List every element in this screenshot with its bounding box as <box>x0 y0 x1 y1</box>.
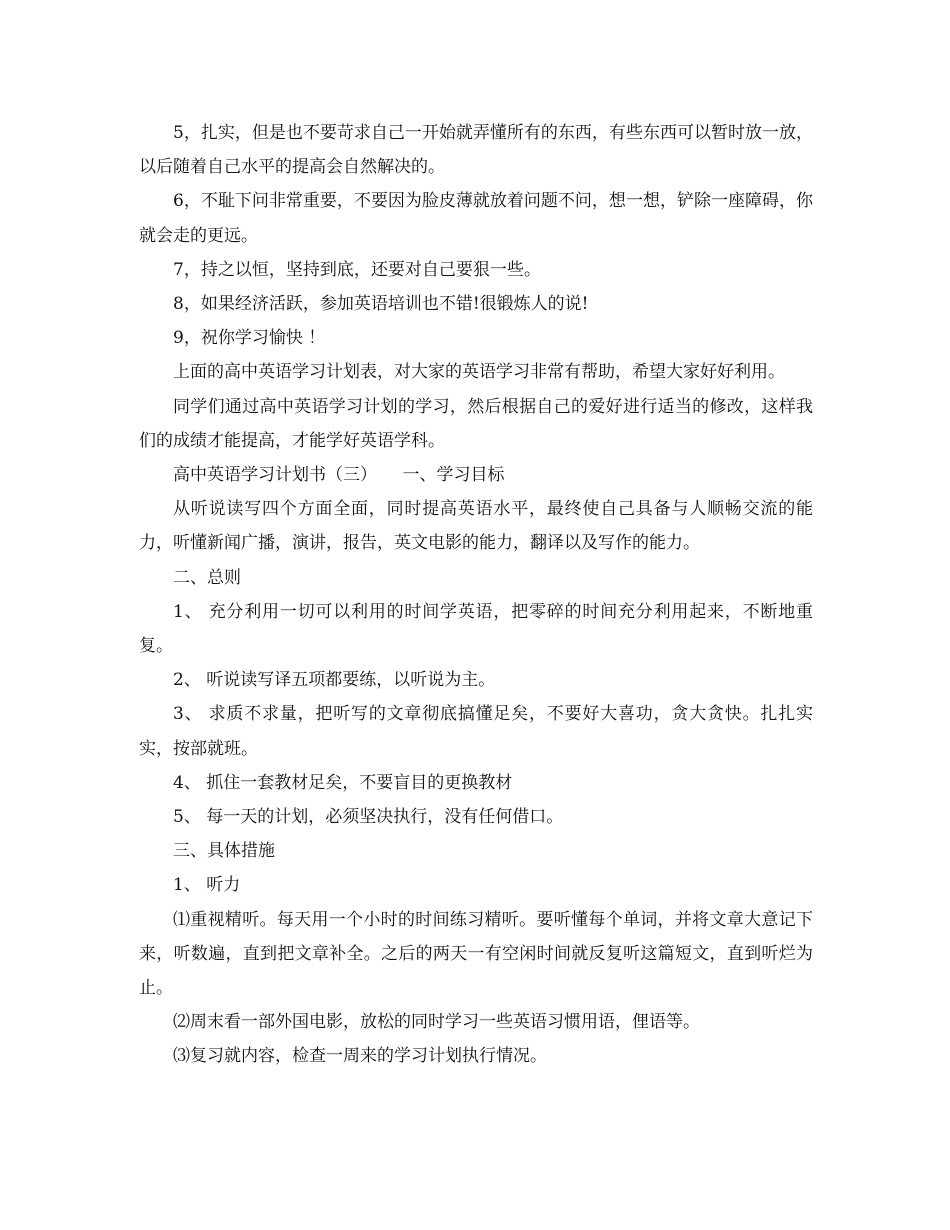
document-body <box>139 116 813 1074</box>
subheading-listening: 1、 听力 <box>173 875 241 896</box>
paragraph-7: 同学们通过高中英语学习计划的学习，然后根据自己的爱好进行适当的修改，这样我们的成绩才能提高，才能学好英语学科。 <box>139 396 813 451</box>
paragraph-6: 上面的高中英语学习计划表，对大家的英语学习非常有帮助，希望大家好好利用。 <box>173 362 785 383</box>
section-heading-measures: 三、具体措施 <box>173 841 275 862</box>
paragraph-12: 2、 听说读写译五项都要练，以听说为主。 <box>173 670 496 691</box>
paragraph-3: 7，持之以恒，坚持到底，还要对自己要狠一些。 <box>173 259 541 280</box>
paragraph-1: 5，扎实，但是也不要苛求自己一开始就弄懂所有的东西，有些东西可以暂时放一放，以后随着自己水平的提高会自然解决的。 <box>139 123 813 178</box>
section-heading-plan-three: 高中英语学习计划书（三） 一、学习目标 <box>173 465 505 486</box>
section-heading-general: 二、总则 <box>173 567 241 588</box>
paragraph-5: 9，祝你学习愉快 ！ <box>173 328 326 349</box>
paragraph-13: 3、 求质不求量，把听写的文章彻底搞懂足矣，不要好大喜功，贪大贪快。扎扎实实，按部就班。 <box>139 704 813 759</box>
paragraph-4: 8，如果经济活跃，参加英语培训也不错!很锻炼人的说! <box>173 294 589 315</box>
paragraph-20: ⑶复习就内容，检查一周来的学习计划执行情况。 <box>173 1046 547 1067</box>
paragraph-9: 从听说读写四个方面全面，同时提高英语水平，最终使自己具备与人顺畅交流的能力，听懂新闻广播，演讲，报告，英文电影的能力，翻译以及写作的能力。 <box>139 499 813 554</box>
paragraph-15: 5、 每一天的计划，必须坚决执行，没有任何借口。 <box>173 807 564 828</box>
paragraph-19: ⑵周末看一部外国电影，放松的同时学习一些英语习惯用语，俚语等。 <box>173 1012 700 1033</box>
paragraph-2: 6，不耻下问非常重要，不要因为脸皮薄就放着问题不问，想一想，铲除一座障碍，你就会走的更远。 <box>139 191 813 246</box>
paragraph-18: ⑴重视精听。每天用一个小时的时间练习精听。要听懂每个单词，并将文章大意记下来，听数遍，直到把文章补全。之后的两天一有空闲时间就反复听这篇短文，直到听烂为止。 <box>139 909 813 999</box>
paragraph-14: 4、 抓住一套教材足矣，不要盲目的更换教材 <box>173 772 513 793</box>
paragraph-11: 1、 充分利用一切可以利用的时间学英语，把零碎的时间充分利用起来，不断地重复。 <box>139 601 813 657</box>
